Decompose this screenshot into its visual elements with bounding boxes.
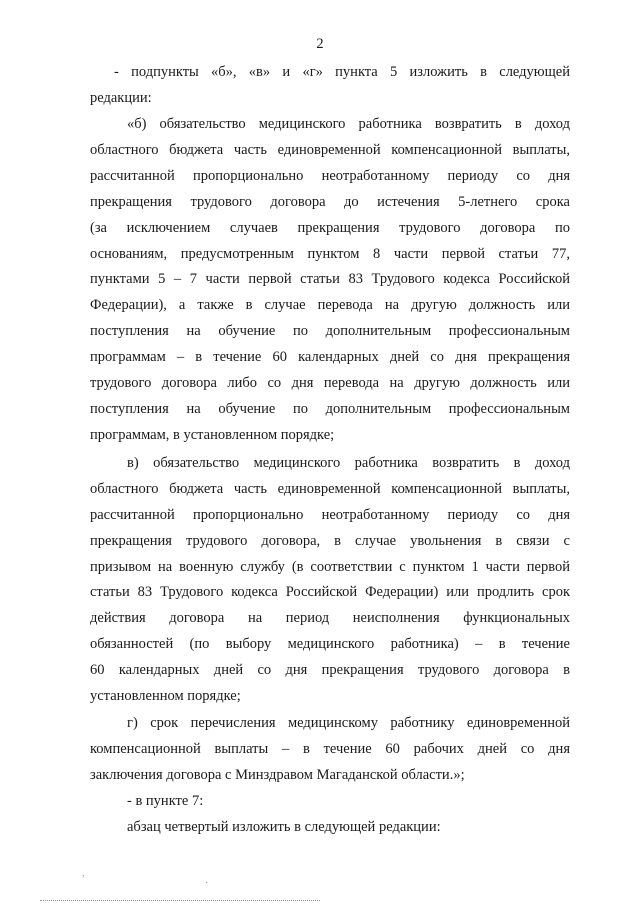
text-line: редакции: — [90, 90, 152, 106]
text-line: «б) обязательство медицинского работника возвратить в доход — [127, 116, 570, 132]
text-line: областного бюджета часть единовременной компенсационной выплаты, — [90, 142, 570, 158]
text-line: статьи 83 Трудового кодекса Российской Федерации) или продлить срок — [90, 584, 570, 600]
page-number: 2 — [316, 36, 324, 52]
text-line: прекращения трудового договора, в случае увольнения в связи с — [90, 533, 570, 549]
text-line: - подпункты «б», «в» и «г» пункта 5 изложить в следующей — [114, 64, 570, 80]
text-line: областного бюджета часть единовременной компенсационной выплаты, — [90, 481, 570, 497]
text-line: установленном порядке; — [90, 688, 241, 704]
text-line: пунктами 5 – 7 части первой статьи 83 Трудового кодекса Российской — [90, 271, 570, 287]
text-line: - в пункте 7: — [127, 793, 204, 809]
scan-mark: · — [205, 878, 209, 889]
text-line: заключения договора с Минздравом Магаданской области.»; — [90, 767, 465, 783]
text-line: основаниям, предусмотренным пунктом 8 части первой статьи 77, — [90, 246, 570, 262]
text-line: г) срок перечисления медицинскому работнику единовременной — [127, 715, 570, 731]
text-line: поступления на обучение по дополнительным профессиональным — [90, 323, 570, 339]
text-line: рассчитанной пропорционально неотработанному периоду со дня — [90, 507, 570, 523]
text-line: Федерации), а также в случае перевода на другую должность или — [90, 297, 570, 313]
text-line: компенсационной выплаты – в течение 60 рабочих дней со дня — [90, 741, 570, 757]
text-line: 60 календарных дней со дня прекращения трудового договора в — [90, 662, 570, 678]
text-line: в) обязательство медицинского работника возвратить в доход — [127, 455, 570, 471]
text-line: абзац четвертый изложить в следующей редакции: — [127, 819, 441, 835]
text-line: поступления на обучение по дополнительным профессиональным — [90, 401, 570, 417]
text-line: программам – в течение 60 календарных дней со дня прекращения — [90, 349, 570, 365]
text-line: обязанностей (по выбору медицинского работника) – в течение — [90, 636, 570, 652]
text-line: рассчитанной пропорционально неотработанному периоду со дня — [90, 168, 570, 184]
scan-mark: , — [82, 868, 85, 879]
text-line: действия договора на период неисполнения функциональных — [90, 610, 570, 626]
text-line: призывом на военную службу (в соответствии с пунктом 1 части первой — [90, 559, 570, 575]
text-line: программам, в установленном порядке; — [90, 427, 335, 443]
text-line: (за исключением случаев прекращения трудового договора по — [90, 220, 570, 236]
text-line: прекращения трудового договора до истечения 5-летнего срока — [90, 194, 570, 210]
scan-edge-rule — [40, 900, 320, 901]
text-line: трудового договора либо со дня перевода на другую должность или — [90, 375, 570, 391]
